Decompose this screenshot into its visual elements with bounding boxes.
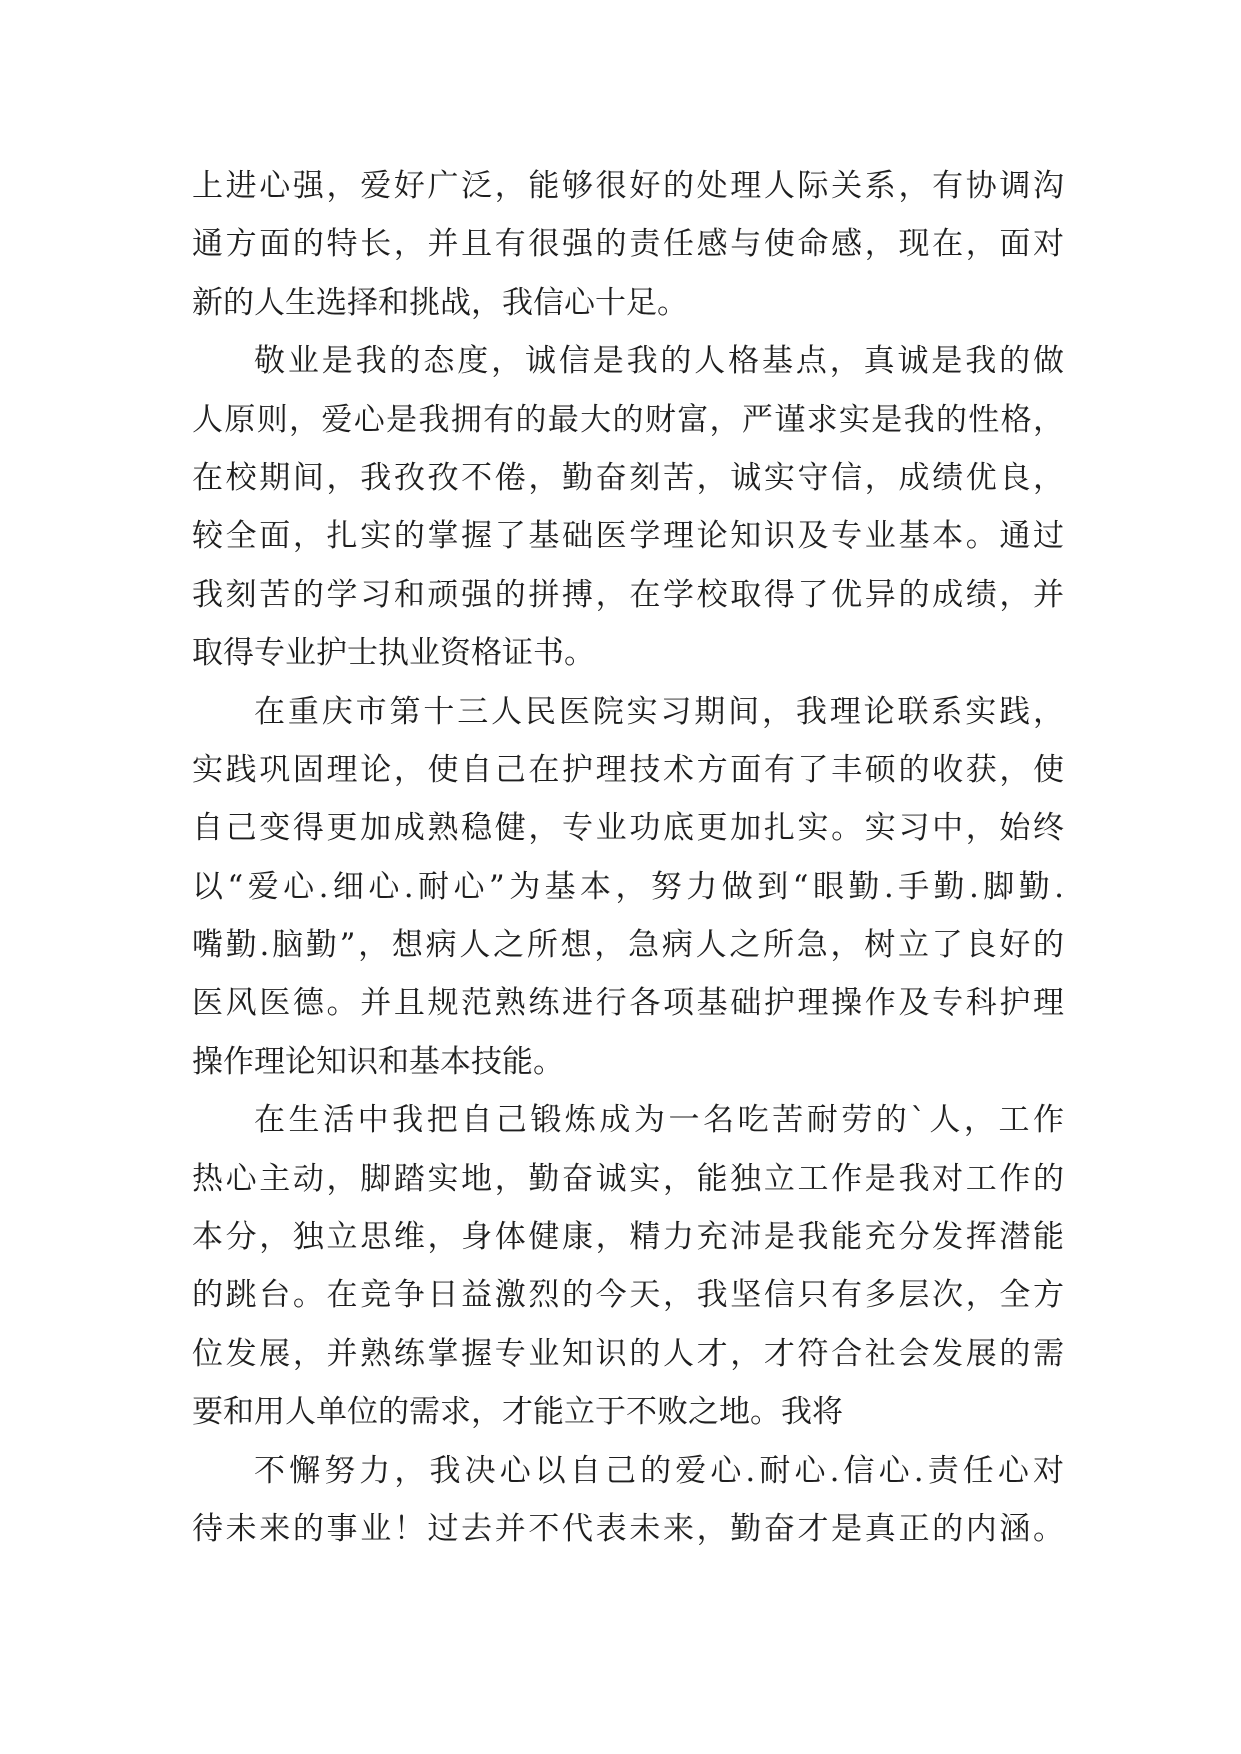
- text-line: 医风医德。并且规范熟练进行各项基础护理操作及专科护理: [192, 985, 1064, 1022]
- text-line: 新的人生选择和挑战，我信心十足。: [192, 284, 688, 321]
- document-body: [192, 157, 1064, 1558]
- paragraph: [192, 157, 1064, 332]
- text-line: 待未来的事业！过去并不代表未来，勤奋才是真正的内涵。: [192, 1510, 1064, 1547]
- text-line: 操作理论知识和基本技能。: [192, 1043, 564, 1080]
- paragraph: [192, 1091, 1064, 1441]
- text-line: 嘴勤.脑勤”，想病人之所想，急病人之所急，树立了良好的: [192, 927, 1064, 964]
- paragraph: [192, 683, 1064, 1092]
- text-line: 取得专业护士执业资格证书。: [192, 635, 595, 672]
- paragraph: [192, 1442, 1064, 1559]
- text-line: 在生活中我把自己锻炼成为一名吃苦耐劳的`人，工作: [254, 1102, 1064, 1139]
- text-line: 敬业是我的态度，诚信是我的人格基点，真诚是我的做: [254, 343, 1064, 380]
- text-line: 人原则，爱心是我拥有的最大的财富，严谨求实是我的性格，: [192, 401, 1064, 438]
- text-line: 以“爱心.细心.耐心”为基本，努力做到“眼勤.手勤.脚勤.: [192, 868, 1064, 905]
- text-line: 通方面的特长，并且有很强的责任感与使命感，现在，面对: [192, 226, 1064, 263]
- paragraph: [192, 332, 1064, 682]
- text-line: 要和用人单位的需求，才能立于不败之地。我将: [192, 1394, 843, 1431]
- text-line: 在重庆市第十三人民医院实习期间，我理论联系实践，: [254, 693, 1064, 730]
- text-line: 位发展，并熟练掌握专业知识的人才，才符合社会发展的需: [192, 1335, 1064, 1372]
- text-line: 不懈努力，我决心以自己的爱心.耐心.信心.责任心对: [254, 1452, 1064, 1489]
- text-line: 的跳台。在竞争日益激烈的今天，我坚信只有多层次，全方: [192, 1277, 1064, 1314]
- text-line: 自己变得更加成熟稳健，专业功底更加扎实。实习中，始终: [192, 810, 1064, 847]
- text-line: 上进心强，爱好广泛，能够很好的处理人际关系，有协调沟: [192, 168, 1064, 204]
- text-line: 在校期间，我孜孜不倦，勤奋刻苦，诚实守信，成绩优良，: [192, 459, 1064, 496]
- text-line: 实践巩固理论，使自己在护理技术方面有了丰硕的收获，使: [192, 751, 1064, 788]
- text-line: 我刻苦的学习和顽强的拼搏，在学校取得了优异的成绩，并: [192, 576, 1064, 613]
- text-line: 本分，独立思维，身体健康，精力充沛是我能充分发挥潜能: [192, 1219, 1064, 1256]
- text-line: 热心主动，脚踏实地，勤奋诚实，能独立工作是我对工作的: [192, 1160, 1064, 1197]
- text-line: 较全面，扎实的掌握了基础医学理论知识及专业基本。通过: [192, 518, 1064, 555]
